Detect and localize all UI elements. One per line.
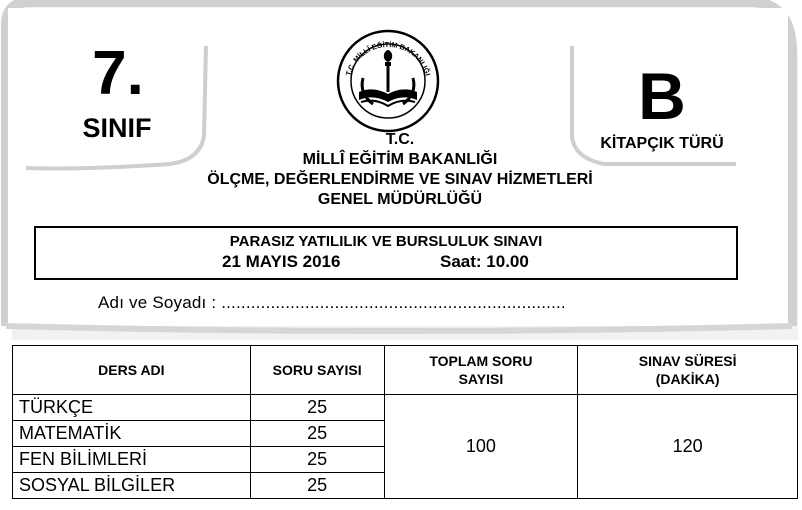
issuer-header <box>160 130 640 210</box>
booklet-type-label: KİTAPÇIK TÜRÜ <box>600 135 724 152</box>
table-row <box>13 395 798 421</box>
header-duration-line2: (DAKİKA) <box>655 371 720 387</box>
header-duration-line1: SINAV SÜRESİ <box>638 353 737 369</box>
total-questions: 100 <box>384 395 578 499</box>
directorate-line1: ÖLÇME, DEĞERLENDİRME VE SINAV HİZMETLERİ <box>207 171 593 188</box>
question-count: 25 <box>250 447 384 473</box>
question-count: 25 <box>250 421 384 447</box>
exam-time: Saat: 10.00 <box>440 252 529 271</box>
header-total-line2: SAYISI <box>458 371 504 387</box>
subjects-table <box>12 345 798 499</box>
grade-number: 7. <box>92 39 144 108</box>
header-duration <box>578 346 798 395</box>
booklet-letter: B <box>638 59 686 133</box>
emblem-ring-text: T.C. MİLLÎ EĞİTİM BAKANLIĞI <box>343 39 433 77</box>
header-question-count: SORU SAYISI <box>250 346 384 395</box>
header-total-line1: TOPLAM SORU <box>429 353 533 369</box>
course-name: SOSYAL BİLGİLER <box>13 473 251 499</box>
directorate-line2: GENEL MÜDÜRLÜĞÜ <box>317 191 483 208</box>
meb-emblem-icon <box>335 28 441 134</box>
course-name: FEN BİLİMLERİ <box>13 447 251 473</box>
header-course: DERS ADI <box>13 346 251 395</box>
exam-duration: 120 <box>578 395 798 499</box>
exam-info-box <box>34 226 738 280</box>
name-surname-field[interactable]: Adı ve Soyadı : ...................................................................... <box>98 293 566 312</box>
ministry-name: MİLLÎ EĞİTİM BAKANLIĞI <box>302 151 498 168</box>
header-total-questions <box>384 346 578 395</box>
exam-date: 21 MAYIS 2016 <box>222 252 341 271</box>
course-name: MATEMATİK <box>13 421 251 447</box>
question-count: 25 <box>250 395 384 421</box>
grade-label: SINIF <box>82 113 152 143</box>
course-name: TÜRKÇE <box>13 395 251 421</box>
question-count: 25 <box>250 473 384 499</box>
country-abbrev: T.C. <box>385 131 415 148</box>
exam-name: PARASIZ YATILILIK VE BURSLULUK SINAVI <box>229 233 543 250</box>
